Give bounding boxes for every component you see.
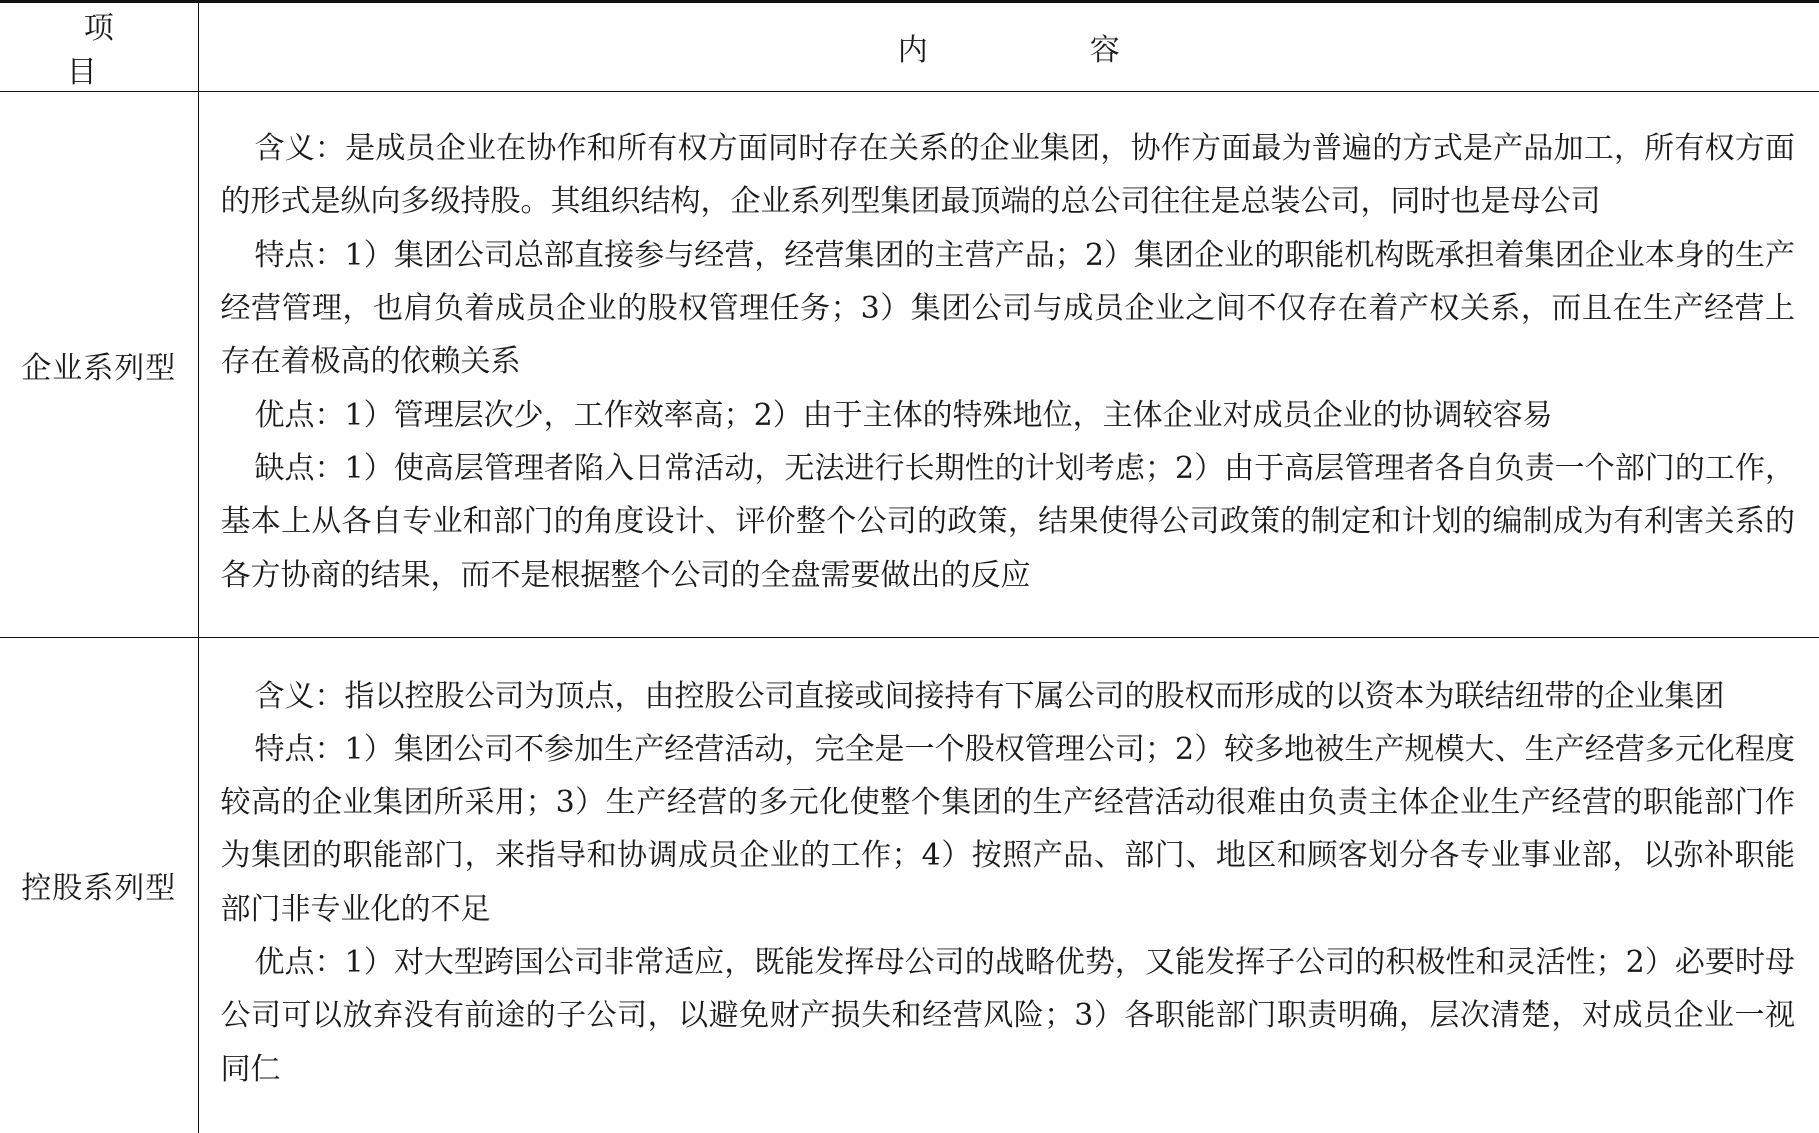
row-name: 控股系列型 <box>0 638 198 1133</box>
row-name: 企业系列型 <box>0 92 198 638</box>
paragraph-meaning: 含义：是成员企业在协作和所有权方面同时存在关系的企业集团，协作方面最为普遍的方式是产品加工，所有权方面的形式是纵向多级持股。其组织结构，企业系列型集团最顶端的总公司往往是总装公司，同时也是母公司 <box>220 131 1795 220</box>
table-header-row <box>0 2 1819 92</box>
table-row <box>0 92 1819 638</box>
header-item: 项 目 <box>0 2 198 92</box>
table-row <box>0 638 1819 1133</box>
paragraph-meaning: 含义：指以控股公司为顶点，由控股公司直接或间接持有下属公司的股权而形成的以资本为联结纽带的企业集团 <box>254 678 1725 714</box>
row-content <box>198 92 1819 638</box>
paragraph-features: 特点：1）集团公司不参加生产经营活动，完全是一个股权管理公司；2）较多地被生产规模大、生产经营多元化程度较高的企业集团所采用；3）生产经营的多元化使整个集团的生产经营活动很难由负责主体企业生产经营的职能部门作为集团的职能部门，来指导和协调成员企业的工作；4）按照产品、部门、地区和顾客划分各专业事业部，以弥补职能部门非专业化的不足 <box>220 731 1795 927</box>
paragraph-advantages: 优点：1）对大型跨国公司非常适应，既能发挥母公司的战略优势，又能发挥子公司的积极性和灵活性；2）必要时母公司可以放弃没有前途的子公司，以避免财产损失和经营风险；3）各职能部门职责明确，层次清楚，对成员企业一视同仁 <box>220 945 1795 1087</box>
header-content: 内 容 <box>198 2 1819 92</box>
paragraph-disadvantages: 缺点：1）使高层管理者陷入日常活动，无法进行长期性的计划考虑；2）由于高层管理者各自负责一个部门的工作，基本上从各自专业和部门的角度设计、评价整个公司的政策，结果使得公司政策的制定和计划的编制成为有利害关系的各方协商的结果，而不是根据整个公司的全盘需要做出的反应 <box>220 450 1795 593</box>
paragraph-features: 特点：1）集团公司总部直接参与经营，经营集团的主营产品；2）集团企业的职能机构既承担着集团企业本身的生产经营管理，也肩负着成员企业的股权管理任务；3）集团公司与成员企业之间不仅存在着产权关系，而且在生产经营上存在着极高的依赖关系 <box>220 237 1795 380</box>
row-content <box>198 638 1819 1133</box>
paragraph-advantages: 优点：1）管理层次少，工作效率高；2）由于主体的特殊地位，主体企业对成员企业的协调较容易 <box>254 397 1553 433</box>
